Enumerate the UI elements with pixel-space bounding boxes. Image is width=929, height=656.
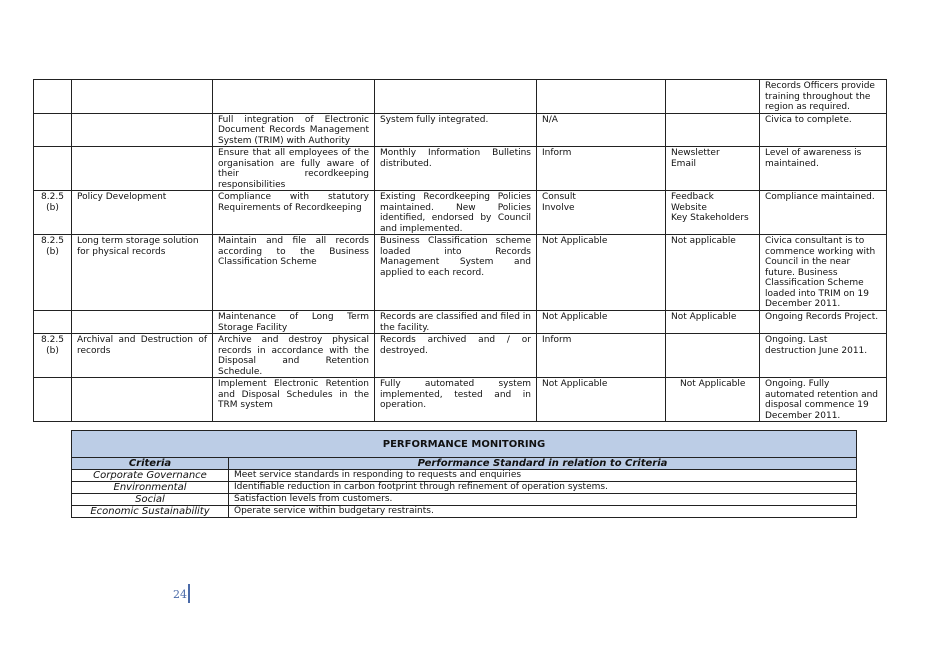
method-cell: Not Applicable	[666, 378, 760, 422]
table-row	[34, 113, 887, 147]
target-cell: Records archived and / or destroyed.	[375, 334, 537, 378]
method-cell	[666, 113, 760, 147]
status-cell: Ongoing. Fully automated retention and disposal commence 19 December 2011.	[760, 378, 887, 422]
target-cell: Monthly Information Bulletins distributed.	[375, 147, 537, 191]
criteria-cell: Social	[72, 494, 229, 506]
target-cell: System fully integrated.	[375, 113, 537, 147]
communication-cell: Inform	[537, 334, 666, 378]
item-number-cell: 8.2.5 (b)	[34, 235, 72, 311]
criteria-cell: Environmental	[72, 482, 229, 494]
performance-monitoring-table	[71, 430, 857, 518]
communication-cell: Consult Involve	[537, 191, 666, 235]
strategy-cell: Ensure that all employees of the organisation are fully aware of their recordkeeping responsibilities	[213, 147, 375, 191]
item-number-cell	[34, 113, 72, 147]
method-cell	[666, 80, 760, 114]
item-number-cell	[34, 311, 72, 334]
page-number-divider	[188, 584, 190, 603]
status-cell: Records Officers provide training throughout the region as required.	[760, 80, 887, 114]
communication-cell: Not Applicable	[537, 378, 666, 422]
criteria-cell: Corporate Governance	[72, 470, 229, 482]
item-number-cell: 8.2.5 (b)	[34, 334, 72, 378]
method-cell: Not Applicable	[666, 311, 760, 334]
table-row	[72, 482, 857, 494]
table-row	[72, 494, 857, 506]
table-row	[34, 378, 887, 422]
action-cell: Policy Development	[72, 191, 213, 235]
performance-monitoring-title: PERFORMANCE MONITORING	[72, 431, 857, 458]
status-cell: Ongoing Records Project.	[760, 311, 887, 334]
table-row	[72, 470, 857, 482]
strategy-cell	[213, 80, 375, 114]
method-cell	[666, 334, 760, 378]
table-row	[34, 191, 887, 235]
method-cell: Feedback Website Key Stakeholders	[666, 191, 760, 235]
communication-cell	[537, 80, 666, 114]
table-row	[34, 235, 887, 311]
table-row	[34, 80, 887, 114]
standard-header: Performance Standard in relation to Criteria	[229, 458, 857, 470]
action-cell	[72, 311, 213, 334]
target-cell	[375, 80, 537, 114]
status-cell: Level of awareness is maintained.	[760, 147, 887, 191]
communication-cell: N/A	[537, 113, 666, 147]
communication-cell: Not Applicable	[537, 311, 666, 334]
strategy-cell: Maintenance of Long Term Storage Facility	[213, 311, 375, 334]
item-number-cell	[34, 147, 72, 191]
criteria-header: Criteria	[72, 458, 229, 470]
table-row	[34, 147, 887, 191]
strategy-cell: Maintain and file all records according to the Business Classification Scheme	[213, 235, 375, 311]
status-cell: Compliance maintained.	[760, 191, 887, 235]
standard-cell: Identifiable reduction in carbon footprint through refinement of operation systems.	[229, 482, 857, 494]
method-cell: Not applicable	[666, 235, 760, 311]
standard-cell: Meet service standards in responding to requests and enquiries	[229, 470, 857, 482]
status-cell: Ongoing. Last destruction June 2011.	[760, 334, 887, 378]
records-action-table	[33, 79, 887, 422]
table-row	[34, 311, 887, 334]
page-number: 24	[173, 588, 187, 601]
criteria-cell: Economic Sustainability	[72, 506, 229, 518]
strategy-cell: Implement Electronic Retention and Disposal Schedules in the TRM system	[213, 378, 375, 422]
item-number-cell: 8.2.5 (b)	[34, 191, 72, 235]
action-cell: Long term storage solution for physical records	[72, 235, 213, 311]
target-cell: Fully automated system implemented, tested and in operation.	[375, 378, 537, 422]
action-cell	[72, 113, 213, 147]
action-cell	[72, 147, 213, 191]
action-cell	[72, 80, 213, 114]
standard-cell: Operate service within budgetary restraints.	[229, 506, 857, 518]
target-cell: Existing Recordkeeping Policies maintained. New Policies identified, endorsed by Council and implemented.	[375, 191, 537, 235]
target-cell: Business Classification scheme loaded into Records Management System and applied to each record.	[375, 235, 537, 311]
status-cell: Civica to complete.	[760, 113, 887, 147]
table-row	[34, 334, 887, 378]
target-cell: Records are classified and filed in the facility.	[375, 311, 537, 334]
action-cell	[72, 378, 213, 422]
item-number-cell	[34, 378, 72, 422]
communication-cell: Inform	[537, 147, 666, 191]
status-cell: Civica consultant is to commence working with Council in the near future. Business Classification Scheme loaded into TRIM on 19 December 2011.	[760, 235, 887, 311]
standard-cell: Satisfaction levels from customers.	[229, 494, 857, 506]
strategy-cell: Archive and destroy physical records in accordance with the Disposal and Retention Schedule.	[213, 334, 375, 378]
item-number-cell	[34, 80, 72, 114]
table-row	[72, 506, 857, 518]
method-cell: Newsletter Email	[666, 147, 760, 191]
action-cell: Archival and Destruction of records	[72, 334, 213, 378]
strategy-cell: Full integration of Electronic Document Records Management System (TRIM) with Authority	[213, 113, 375, 147]
communication-cell: Not Applicable	[537, 235, 666, 311]
strategy-cell: Compliance with statutory Requirements of Recordkeeping	[213, 191, 375, 235]
